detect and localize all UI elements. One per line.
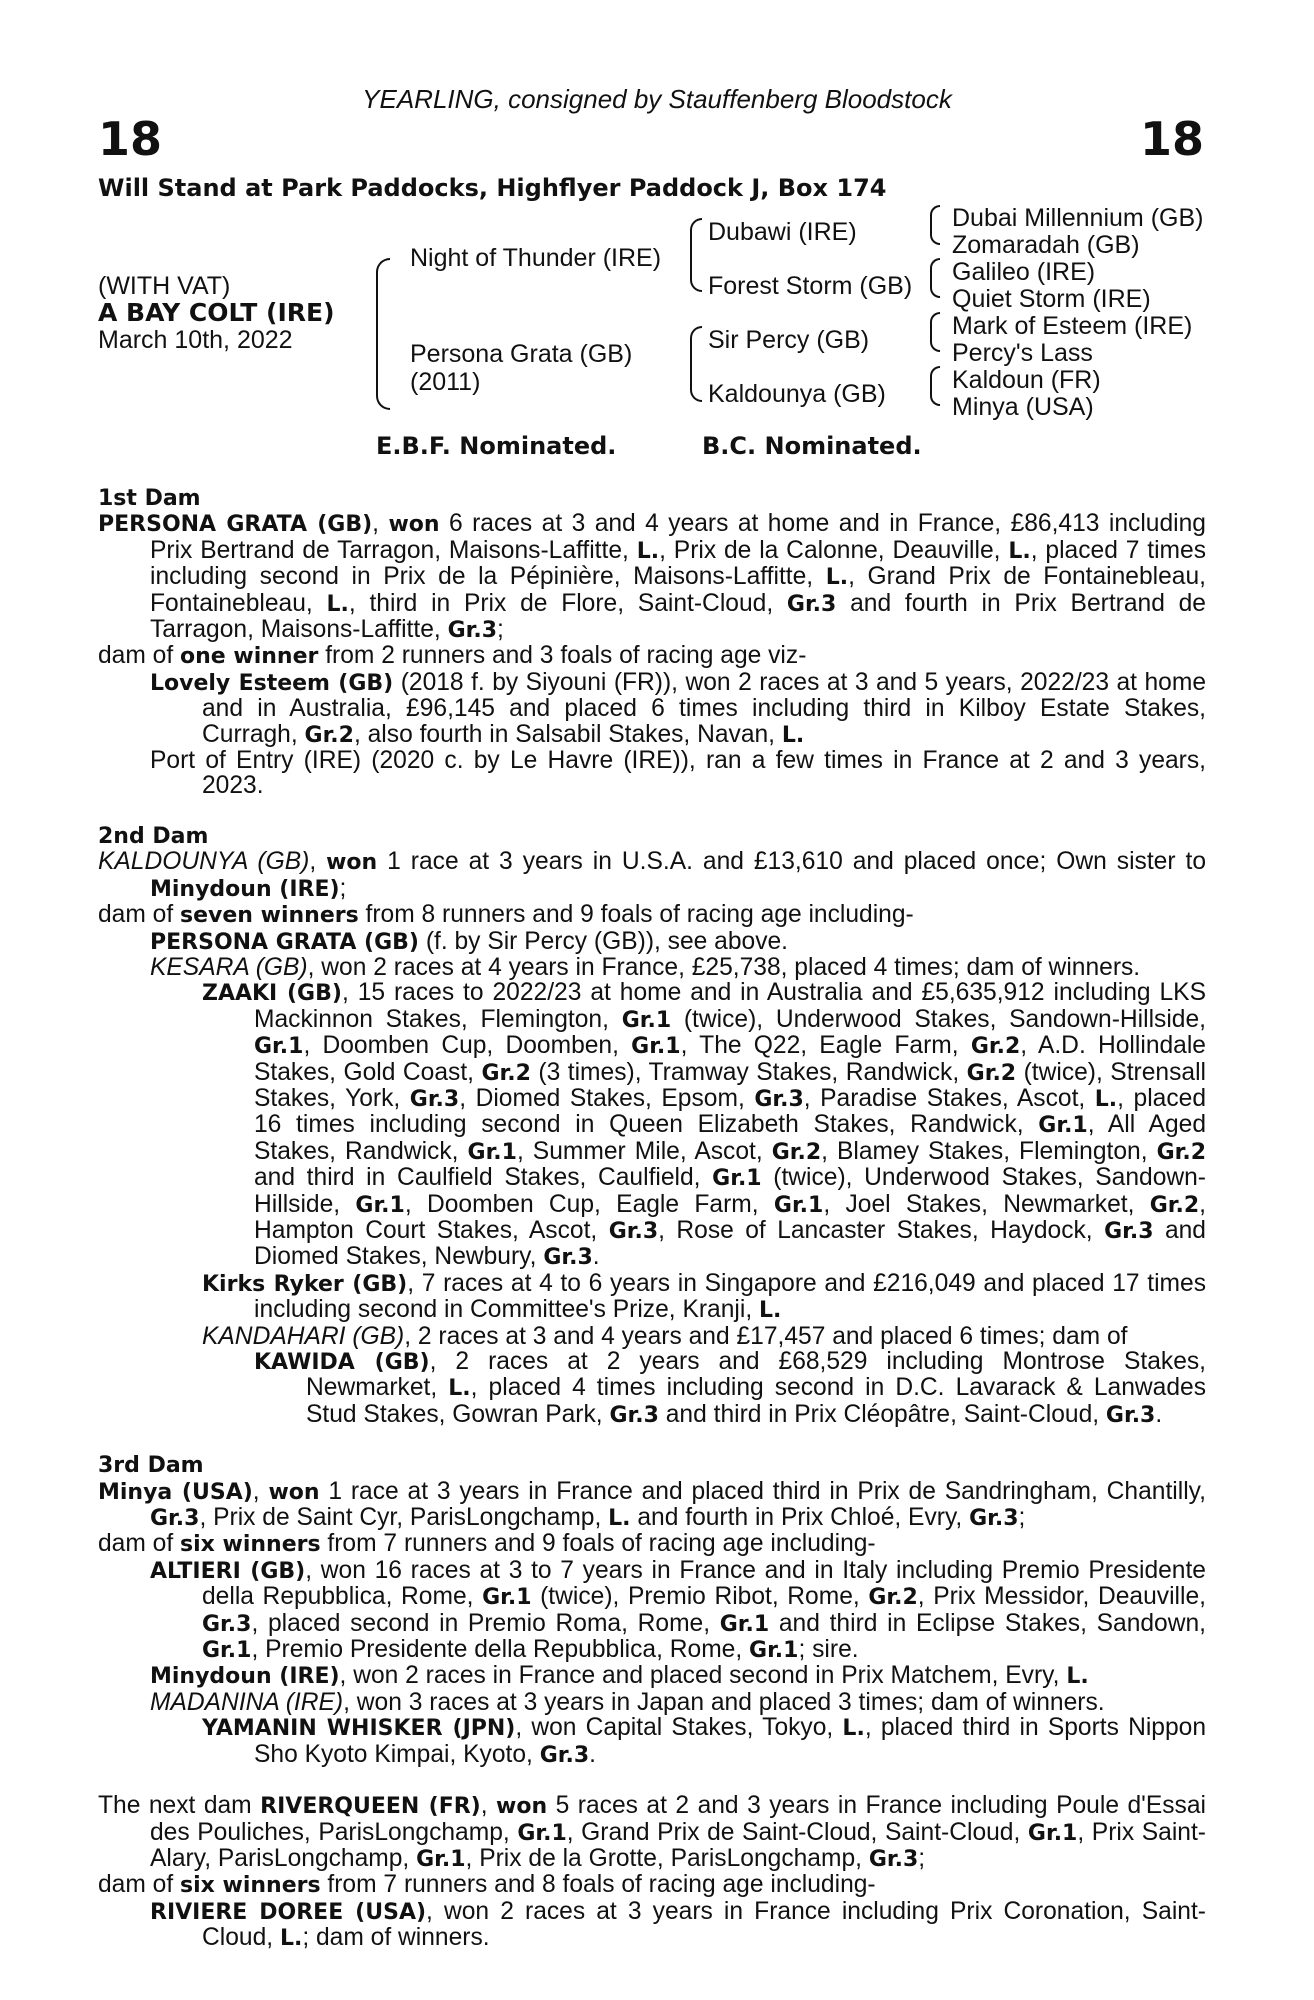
produce-entry: Kirks Ryker (GB), 7 races at 4 to 6 years in Singapore and £216,049 and placed 17 times including second in Committee's Prize, Kranji, L.	[202, 1269, 1206, 1324]
produce-summary: dam of six winners from 7 runners and 9 foals of racing age including-	[98, 1530, 876, 1558]
pedigree-brace-dam	[690, 326, 702, 402]
sire-dam-name: Forest Storm (GB)	[708, 272, 913, 300]
produce-entry: Minydoun (IRE), won 2 races in France and placed second in Prix Matchem, Evry, L.	[150, 1662, 1089, 1690]
dam-dam-name: Kaldounya (GB)	[708, 380, 886, 408]
produce-entry: MADANINA (IRE), won 3 races at 3 years in Japan and placed 3 times; dam of winners.	[150, 1688, 1105, 1716]
pedigree-brace-g1	[930, 205, 940, 245]
produce-entry: YAMANIN WHISKER (JPN), won Capital Stakes, Tokyo, L., placed third in Sports Nippon Sho Kyoto Kimpai, Kyoto, Gr.3.	[202, 1714, 1207, 1768]
vat-note: (WITH VAT)	[98, 272, 231, 300]
ancestor-3: Galileo (IRE)	[952, 258, 1096, 286]
dam-entry: PERSONA GRATA (GB), won 6 races at 3 and 4 years at home and in France, £86,413 including Prix Bertrand de Tarragon, Maisons-Laffitte, L., Prix de la Calonne, Deauville, L., placed 7 times including second in Prix de la Pépinière, Maisons-Laffitte, L., Grand Prix de Fontainebleau, Fontainebleau, L., third in Prix de Flore, Saint-Cloud, Gr.3 and fourth in Prix Bertrand de Tarragon, Maisons-Laffitte, Gr.3;	[98, 510, 1206, 644]
produce-entry: ALTIERI (GB), won 16 races at 3 to 7 years in France and in Italy including Premio Presidente della Repubblica, Rome, Gr.1 (twice), Premio Ribot, Rome, Gr.2, Prix Messidor, Deauville, Gr.3, placed second in Premio Roma, Rome, Gr.1 and third in Eclipse Stakes, Sandown, Gr.1, Premio Presidente della Repubblica, Rome, Gr.1; sire.	[150, 1556, 1206, 1664]
consignment-line: YEARLING, consigned by Stauffenberg Bloodstock	[362, 84, 952, 114]
family-text	[98, 486, 1206, 1952]
section-heading: 2nd Dam	[98, 823, 209, 849]
sire-sire-name: Dubawi (IRE)	[708, 218, 857, 246]
ebf-nomination: E.B.F. Nominated.	[376, 432, 617, 460]
ancestor-4: Quiet Storm (IRE)	[952, 285, 1151, 313]
lot-number-left: 18	[98, 112, 163, 166]
pedigree-brace-main	[376, 258, 390, 410]
produce-entry: PERSONA GRATA (GB) (f. by Sir Percy (GB)), see above.	[150, 927, 788, 955]
produce-entry: KAWIDA (GB), 2 races at 2 years and £68,529 including Montrose Stakes, Newmarket, L., placed 4 times including second in D.C. Lavarack & Lanwades Stud Stakes, Gowran Park, Gr.3 and third in Prix Cléopâtre, Saint-Cloud, Gr.3.	[254, 1348, 1207, 1428]
ancestor-1: Dubai Millennium (GB)	[952, 204, 1204, 232]
dam-entry: KALDOUNYA (GB), won 1 race at 3 years in U.S.A. and £13,610 and placed once; Own sister to Minydoun (IRE);	[98, 848, 1207, 902]
pedigree-brace-sire	[690, 218, 702, 292]
produce-summary: dam of six winners from 7 runners and 8 foals of racing age including-	[98, 1871, 876, 1899]
ancestor-6: Percy's Lass	[952, 339, 1093, 367]
produce-entry: RIVIERE DOREE (USA), won 2 races at 3 years in France including Prix Coronation, Saint-Cloud, L.; dam of winners.	[150, 1897, 1206, 1952]
section-heading: 1st Dam	[98, 486, 201, 511]
stand-location: Will Stand at Park Paddocks, Highflyer Paddock J, Box 174	[98, 174, 887, 202]
produce-summary: dam of one winner from 2 runners and 3 foals of racing age viz-	[98, 642, 807, 670]
dam-entry: Minya (USA), won 1 race at 3 years in France and placed third in Prix de Sandringham, Chantilly, Gr.3, Prix de Saint Cyr, ParisLongchamp, L. and fourth in Prix Chloé, Evry, Gr.3;	[98, 1477, 1206, 1532]
pedigree-brace-g4	[930, 366, 940, 406]
horse-name: A BAY COLT (IRE)	[98, 298, 335, 327]
pedigree-brace-g2	[930, 258, 940, 298]
produce-entry: Port of Entry (IRE) (2020 c. by Le Havre (IRE)), ran a few times in France at 2 and 3 years, 2023.	[150, 747, 1206, 800]
ancestor-5: Mark of Esteem (IRE)	[952, 312, 1193, 340]
section-heading: 3rd Dam	[98, 1453, 204, 1479]
ancestor-2: Zomaradah (GB)	[952, 231, 1140, 259]
ancestor-7: Kaldoun (FR)	[952, 366, 1101, 394]
produce-entry: Lovely Esteem (GB) (2018 f. by Siyouni (FR)), won 2 races at 3 and 5 years, 2022/23 at home and in Australia, £96,145 and placed 6 times including third in Kilboy Estate Stakes, Curragh, Gr.2, also fourth in Salsabil Stakes, Navan, L.	[150, 668, 1206, 748]
dam-year: (2011)	[410, 368, 481, 396]
dam-name: Persona Grata (GB)	[410, 340, 633, 368]
pedigree-brace-g3	[930, 312, 940, 352]
produce-entry: ZAAKI (GB), 15 races to 2022/23 at home and in Australia and £5,635,912 including LKS Mackinnon Stakes, Flemington, Gr.1 (twice), Underwood Stakes, Sandown-Hillside, Gr.1, Doomben Cup, Doomben, Gr.1, The Q22, Eagle Farm, Gr.2, A.D. Hollindale Stakes, Gold Coast, Gr.2 (3 times), Tramway Stakes, Randwick, Gr.2 (twice), Strensall Stakes, York, Gr.3, Diomed Stakes, Epsom, Gr.3, Paradise Stakes, Ascot, L., placed 16 times including second in Queen Elizabeth Stakes, Randwick, Gr.1, All Aged Stakes, Randwick, Gr.1, Summer Mile, Ascot, Gr.2, Blamey Stakes, Flemington, Gr.2 and third in Caulfield Stakes, Caulfield, Gr.1 (twice), Underwood Stakes, Sandown-Hillside, Gr.1, Doomben Cup, Eagle Farm, Gr.1, Joel Stakes, Newmarket, Gr.2, Hampton Court Stakes, Ascot, Gr.3, Rose of Lancaster Stakes, Haydock, Gr.3 and Diomed Stakes, Newbury, Gr.3.	[202, 979, 1207, 1271]
lot-number-right: 18	[1139, 112, 1204, 166]
produce-entry: KESARA (GB), won 2 races at 4 years in France, £25,738, placed 4 times; dam of winners.	[150, 953, 1141, 981]
ancestor-8: Minya (USA)	[952, 393, 1094, 421]
dam-entry: The next dam RIVERQUEEN (FR), won 5 races at 2 and 3 years in France including Poule d'Essai des Pouliches, ParisLongchamp, Gr.1, Grand Prix de Saint-Cloud, Saint-Cloud, Gr.1, Prix Saint-Alary, ParisLongchamp, Gr.1, Prix de la Grotte, ParisLongchamp, Gr.3;	[98, 1792, 1206, 1872]
bc-nomination: B.C. Nominated.	[702, 432, 922, 460]
foaling-date: March 10th, 2022	[98, 326, 293, 354]
produce-entry: KANDAHARI (GB), 2 races at 3 and 4 years and £17,457 and placed 6 times; dam of	[202, 1322, 1128, 1350]
produce-summary: dam of seven winners from 8 runners and 9 foals of racing age including-	[98, 901, 914, 929]
dam-sire-name: Sir Percy (GB)	[708, 326, 870, 354]
sire-name: Night of Thunder (IRE)	[410, 244, 662, 272]
